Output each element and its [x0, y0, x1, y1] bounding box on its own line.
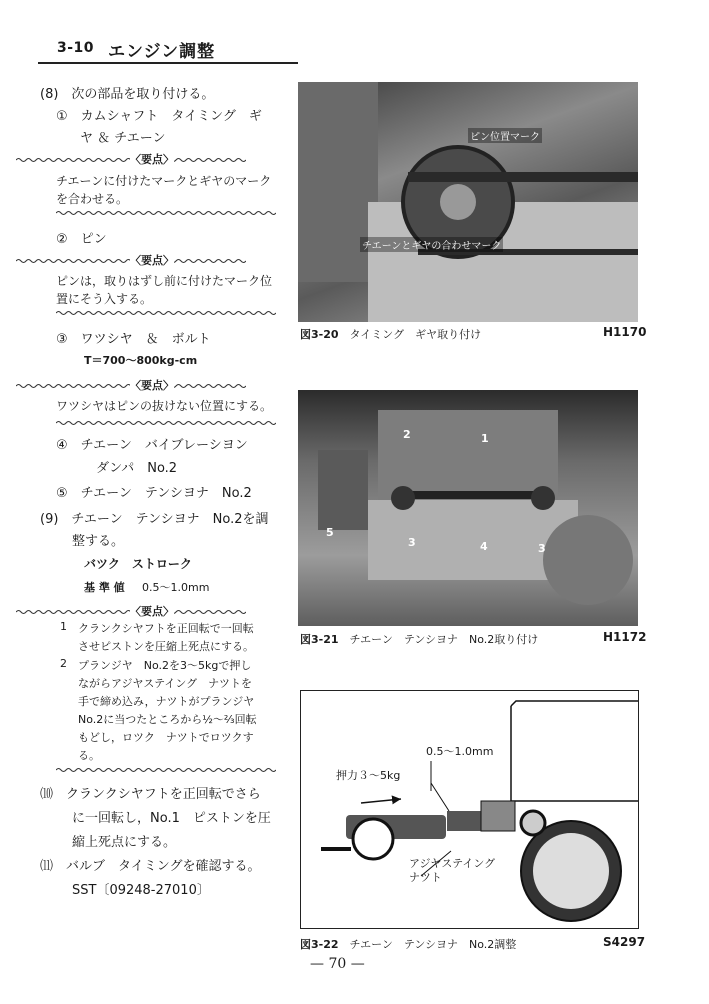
torque-spec: T＝700～800kg-cm	[84, 354, 198, 367]
figure-3-20-code: H1170	[603, 325, 647, 339]
caption-text: チエーン テンシヨナ No.2調整	[349, 938, 517, 951]
caption-text: タイミング ギヤ取り付け	[349, 328, 482, 341]
divider-wavy	[56, 767, 276, 773]
item-4-line2: ダンパ No.2	[96, 461, 178, 476]
yoten-label: 〈要点〉	[130, 153, 174, 166]
section-number: 3-10	[57, 40, 95, 56]
note-num-2: 2	[60, 657, 67, 670]
timing-gear-illustration	[298, 82, 638, 322]
force-label: 押力３～5kg	[336, 769, 401, 782]
caption-text: チエーン テンシヨナ No.2取り付け	[349, 633, 539, 646]
figure-3-22-frame	[300, 690, 639, 929]
figure-3-20-caption	[300, 326, 481, 342]
label-pin-mark: ピン位置マーク	[468, 128, 542, 143]
step-9-line2: 整する。	[72, 534, 125, 549]
backstroke-label: バツク ストローク	[84, 557, 192, 571]
section-title: エンジン調整	[108, 42, 216, 62]
gap-label: 0.5～1.0mm	[426, 745, 494, 758]
note-1-line1: チエーンに付けたマークとギヤのマーク	[56, 174, 272, 188]
yoten-label: 〈要点〉	[130, 254, 174, 267]
note-2b: ながらアジヤステイング ナツトを	[78, 677, 253, 690]
std-label: 基 準 値	[84, 581, 125, 594]
header-rule	[38, 62, 298, 64]
figure-3-20-photo	[298, 82, 638, 322]
figure-3-21-caption	[300, 631, 538, 647]
note-1b: させピストンを圧縮上死点にする。	[78, 640, 254, 653]
yoten-label: 〈要点〉	[130, 379, 174, 392]
tensioner-adjust-drawing	[301, 691, 638, 928]
item-4-line1: ④ チエーン バイブレーシヨン	[56, 438, 248, 453]
callout-5: 5	[326, 526, 334, 539]
std-value: 0.5～1.0mm	[142, 581, 210, 594]
note-num-1: 1	[60, 620, 67, 633]
item-3: ③ ワツシヤ ＆ ボルト	[56, 332, 211, 347]
item-2: ② ピン	[56, 232, 107, 247]
note-2f: る。	[78, 749, 100, 762]
step-10-line2: に一回転し，No.1 ピストンを圧	[72, 811, 271, 826]
note-2-line1: ピンは，取りはずし前に付けたマーク位	[56, 274, 273, 288]
page-header	[0, 0, 709, 70]
note-2c: 手で締め込み，ナツトがプランジヤ	[78, 695, 255, 708]
item-1-line1: ① カムシャフト タイミング ギ	[56, 109, 262, 124]
step-10-line3: 縮上死点にする。	[72, 835, 177, 850]
callout-1: 1	[481, 432, 489, 445]
note-2e: もどし，ロツク ナツトでロツクす	[78, 731, 254, 744]
step-10-line1: ⑽ クランクシヤフトを正回転でさら	[40, 787, 261, 802]
step-9-line1: (9) チエーン テンシヨナ No.2を調	[40, 512, 269, 527]
step-8: (8) 次の部品を取り付ける。	[40, 87, 215, 102]
figure-3-22-code: S4297	[603, 935, 646, 949]
page-number: — 70 —	[310, 956, 365, 972]
figure-3-22-caption	[300, 936, 516, 952]
step-11-line2: SST〔09248-27010〕	[72, 883, 210, 898]
nut-label-line1: アジヤステイング	[409, 857, 496, 870]
figure-3-21-code: H1172	[603, 630, 647, 644]
item-5: ⑤ チエーン テンシヨナ No.2	[56, 486, 252, 501]
callout-4: 4	[480, 540, 488, 553]
note-2-line2: 置にそう入する。	[56, 292, 153, 306]
figure-3-21-photo	[298, 390, 638, 626]
chain-tensioner-illustration	[298, 390, 638, 626]
caption-number: 図3-21	[300, 633, 339, 646]
divider-wavy	[56, 210, 276, 216]
divider-wavy	[56, 310, 276, 316]
nut-label-line2: ナツト	[409, 871, 442, 884]
note-3: ワツシヤはピンの抜けない位置にする。	[56, 399, 273, 413]
note-1a: クランクシヤフトを正回転で一回転	[78, 622, 254, 635]
item-1-line2: ヤ ＆ チエーン	[80, 131, 166, 146]
callout-3-right: 3	[538, 542, 546, 555]
caption-number: 図3-22	[300, 938, 339, 951]
step-11-line1: ⑾ バルブ タイミングを確認する。	[40, 859, 261, 874]
note-2a: プランジヤ No.2を3～5kgで押し	[78, 659, 252, 672]
callout-2: 2	[403, 428, 411, 441]
label-chain-mark: チエーンとギヤの合わせマーク	[360, 237, 503, 252]
caption-number: 図3-20	[300, 328, 339, 341]
divider-wavy	[56, 420, 276, 426]
callout-3-left: 3	[408, 536, 416, 549]
note-1-line2: を合わせる。	[56, 192, 129, 206]
yoten-label: 〈要点〉	[130, 605, 174, 618]
note-2d: No.2に当つたところから½～⅔回転	[78, 713, 257, 726]
